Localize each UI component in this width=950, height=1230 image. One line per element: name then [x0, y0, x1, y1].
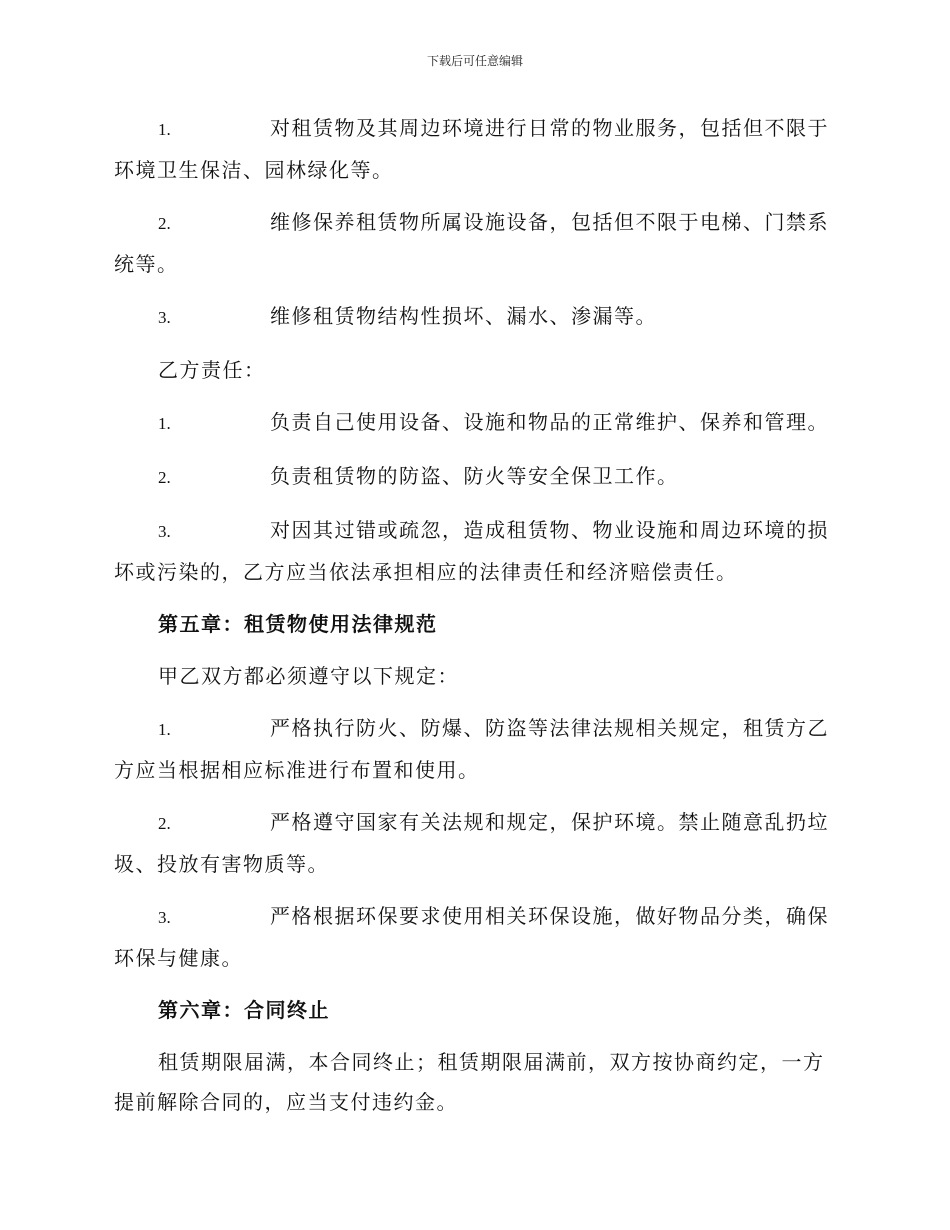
item-text: 严格遵守国家有关法规和规定，保护环境。禁止随意乱扔垃圾、投放有害物质等。	[114, 810, 829, 876]
item-number: 1.	[158, 720, 171, 739]
item-text: 负责自己使用设备、设施和物品的正常维护、保养和管理。	[270, 410, 829, 434]
item-text: 负责租赁物的防盗、防火等安全保卫工作。	[270, 464, 679, 488]
section-label: 甲乙双方都必须遵守以下规定：	[158, 664, 459, 688]
list-item	[114, 202, 834, 284]
item-number: 3.	[158, 908, 171, 927]
item-number: 2.	[158, 214, 171, 233]
list-item	[114, 896, 834, 978]
item-number: 3.	[158, 308, 171, 327]
list-item	[114, 456, 834, 498]
list-item	[114, 402, 834, 444]
chapter-heading: 第五章：租赁物使用法律规范	[158, 612, 438, 636]
chapter-heading: 第六章：合同终止	[158, 998, 330, 1022]
list-item	[114, 296, 834, 338]
item-text: 对因其过错或疏忽，造成租赁物、物业设施和周边环境的损坏或污染的，乙方应当依法承担相应的法律责任和经济赔偿责任。	[114, 518, 829, 584]
item-text: 严格执行防火、防爆、防盗等法律法规相关规定，租赁方乙方应当根据相应标准进行布置和使用。	[114, 716, 829, 782]
page-header: 下载后可任意编辑	[426, 54, 523, 68]
item-text: 对租赁物及其周边环境进行日常的物业服务，包括但不限于环境卫生保洁、园林绿化等。	[114, 116, 829, 182]
item-number: 2.	[158, 814, 171, 833]
item-text: 维修保养租赁物所属设施设备，包括但不限于电梯、门禁系统等。	[114, 210, 829, 276]
item-number: 2.	[158, 468, 171, 487]
list-item	[114, 108, 834, 190]
item-text: 严格根据环保要求使用相关环保设施，做好物品分类，确保环保与健康。	[114, 904, 829, 970]
item-number: 3.	[158, 522, 171, 541]
list-item	[114, 708, 834, 790]
document-body	[114, 108, 834, 1134]
list-item	[114, 510, 834, 592]
body-paragraph: 租赁期限届满，本合同终止；租赁期限届满前，双方按协商约定，一方提前解除合同的，应当支付违约金。	[114, 1050, 825, 1114]
list-item	[114, 802, 834, 884]
item-number: 1.	[158, 120, 171, 139]
item-text: 维修租赁物结构性损坏、漏水、渗漏等。	[270, 304, 657, 328]
item-number: 1.	[158, 414, 171, 433]
section-label: 乙方责任：	[158, 358, 266, 382]
